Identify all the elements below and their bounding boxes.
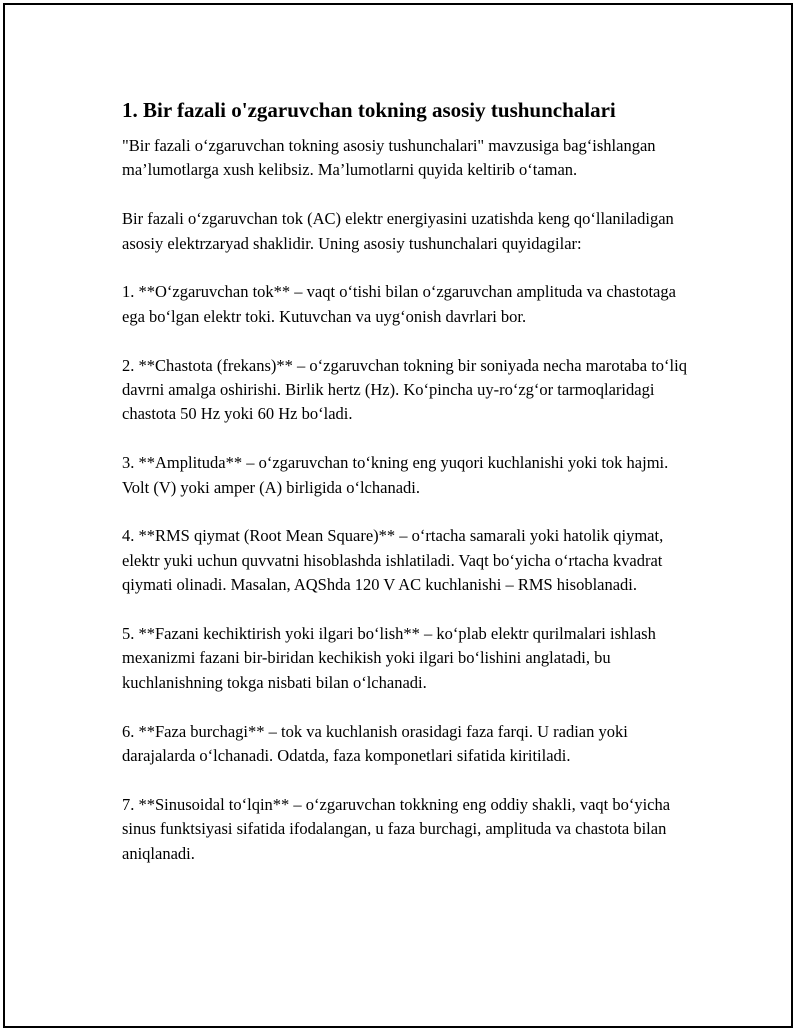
list-item-sinusoidal-wave: 7. **Sinusoidal to‘lqin** – o‘zgaruvchan tokkning eng oddiy shakli, vaqt bo‘yicha sinus funktsiyasi sifatida ifodalangan, u faza burchagi, amplituda va chastota bilan aniqlanadi. [122, 794, 671, 863]
list-item-phase-angle: 6. **Faza burchagi** – tok va kuchlanish orasidagi faza farqi. U radian yoki darajalarda o‘lchanadi. Odatda, faza komponetlari sifatida kiritiladi. [122, 721, 628, 766]
list-item-amplitude: 3. **Amplituda** – o‘zgaruvchan to‘kning eng yuqori kuchlanishi yoki tok hajmi. Volt (V) yoki amper (A) birligida o‘lchanadi. [122, 453, 669, 497]
list-item-rms-value: 4. **RMS qiymat (Root Mean Square)** – o‘rtacha samarali yoki hatolik qiymat, elektr yuki uchun quvvatni hisoblashda ishlatiladi. Vaqt bo‘yicha o‘rtacha kvadrat qiymati olinadi. Masalan, AQShda 120 V AC kuchlanishi – RMS hisoblanadi. [122, 526, 664, 595]
list-item-frequency: 2. **Chastota (frekans)** – o‘zgaruvchan tokning bir soniyada necha marotaba to‘liq davrni amalga oshirishi. Birlik hertz (Hz). Ko‘pincha uy-ro‘zg‘or tarmoqlaridagi chastota 50 Hz yoki 60 Hz bo‘ladi. [122, 355, 687, 424]
list-item-alternating-current: 1. **O‘zgaruvchan tok** – vaqt o‘tishi bilan o‘zgaruvchan amplituda va chastotaga ega bo‘lgan elektr toki. Kutuvchan va uyg‘onish davrlari bor. [122, 282, 676, 326]
document-body [122, 96, 697, 890]
list-item-phase-shift: 5. **Fazani kechiktirish yoki ilgari bo‘lish** – ko‘plab elektr qurilmalari ishlash mexanizmi fazani bir-biridan kechikish yoki ilgari bo‘lishini anglatadi, bu kuchlanishning tokga nisbati bilan o‘lchanadi. [122, 624, 656, 692]
page-frame [3, 3, 793, 1028]
intro-paragraph: "Bir fazali o‘zgaruvchan tokning asosiy tushunchalari" mavzusiga bag‘ishlangan ma’lumotlarga xush kelibsiz. Ma’lumotlarni quyida keltirib o‘taman. [122, 136, 656, 180]
document-title: 1. Bir fazali o'zgaruvchan tokning asosiy tushunchalari [122, 98, 616, 122]
overview-paragraph: Bir fazali o‘zgaruvchan tok (AC) elektr energiyasini uzatishda keng qo‘llaniladigan asosiy elektrzaryad shaklidir. Uning asosiy tushunchalari quyidagilar: [122, 209, 674, 253]
